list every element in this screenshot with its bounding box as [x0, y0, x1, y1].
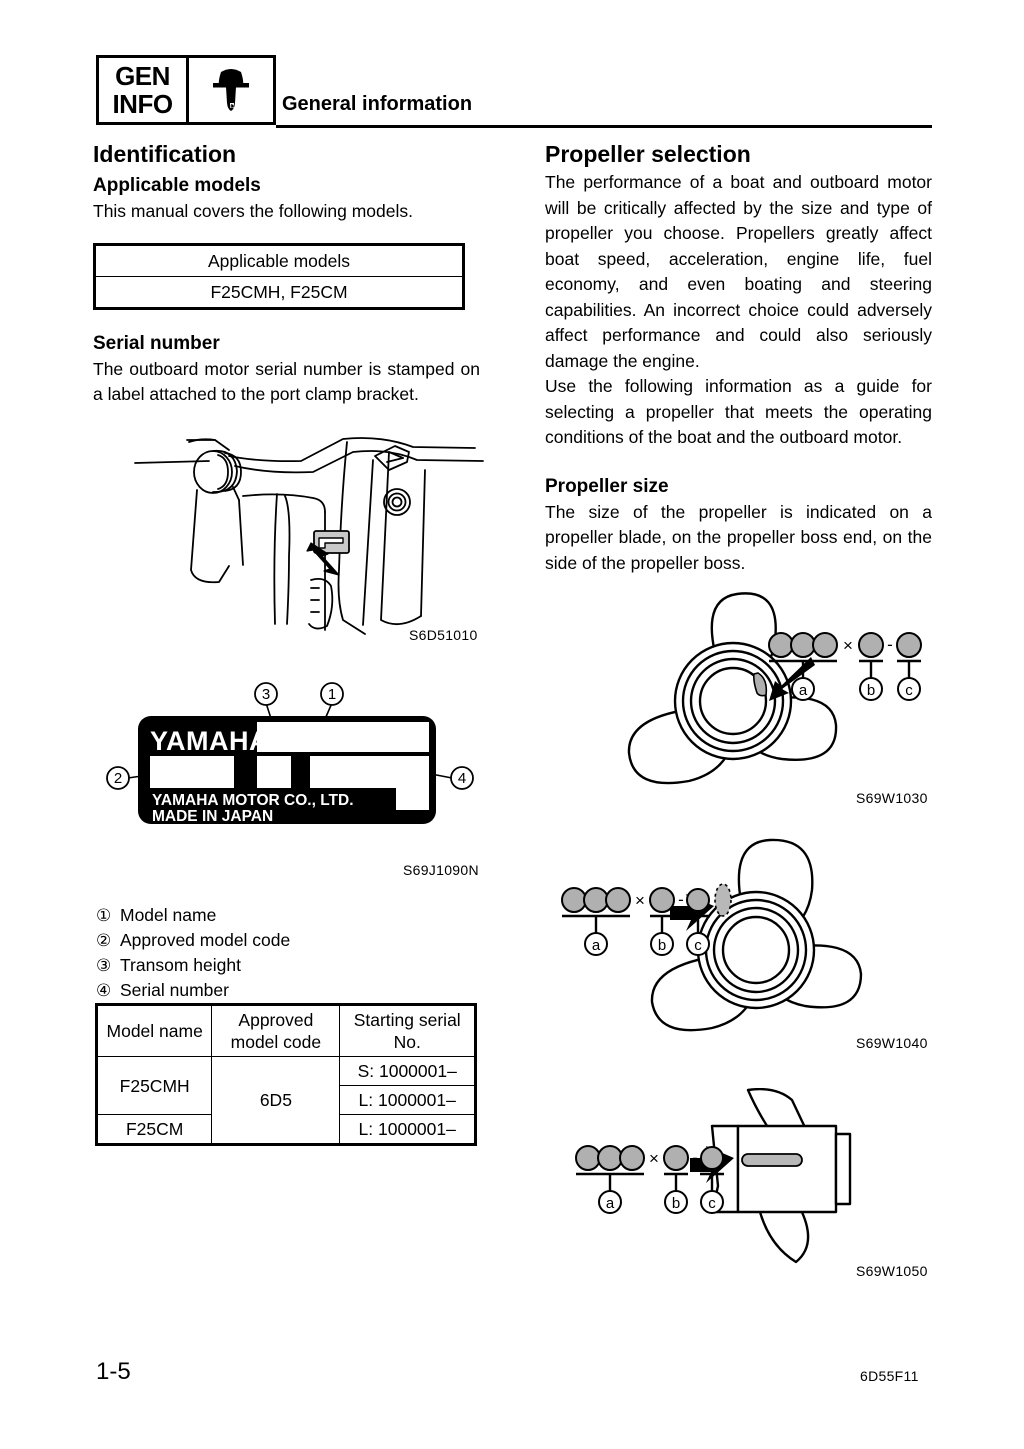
propeller-boss-side-view — [560, 1088, 940, 1288]
svg-text:a: a — [605, 1195, 615, 1212]
callout-label: Transom height — [120, 955, 241, 975]
propeller-blade-view — [548, 838, 938, 1053]
applicable-models-table — [93, 243, 465, 310]
size-notation-group — [769, 633, 921, 700]
svg-text:c: c — [708, 1195, 716, 1212]
svg-text:1: 1 — [327, 686, 337, 703]
svg-text:b: b — [866, 682, 876, 699]
list-item — [96, 953, 436, 978]
left-column — [93, 140, 480, 408]
callout-number: ③ — [96, 956, 112, 975]
svg-text:2: 2 — [113, 770, 123, 787]
figure-code-id-label: S69J1090N — [403, 862, 479, 878]
callout-number: ② — [96, 931, 112, 950]
table-row — [97, 1057, 476, 1086]
cell-approved-code-6d5: 6D5 — [212, 1057, 340, 1145]
col-header-model-name: Model name — [97, 1005, 212, 1057]
cell-model-f25cm: F25CM — [97, 1115, 212, 1145]
gen-info-tab-label — [99, 58, 189, 122]
size-notation-group — [562, 888, 710, 955]
page-header — [96, 55, 932, 135]
svg-text:a: a — [798, 682, 808, 699]
propeller-selection-paragraph-1: The performance of a boat and outboard motor will be critically affected by the size and type of propeller you choose. Propellers greatly affect boat speed, acceleration, engine life, fuel economy, and even boating and steering capabilities. An incorrect choice could adversely affect performance and could also seriously damage the engine. — [545, 172, 932, 371]
col-header-approved-code: Approved model code — [212, 1005, 340, 1057]
propeller-boss-end-view — [583, 585, 933, 795]
svg-text:c: c — [905, 682, 913, 699]
svg-text:4: 4 — [457, 770, 467, 787]
col-header-starting-serial: Starting serial No. — [340, 1005, 476, 1057]
applicable-models-heading: Applicable models — [93, 175, 261, 196]
figure-code-clamp-bracket: S6D51010 — [409, 627, 478, 643]
svg-text:YAMAHA MOTOR CO., LTD.: YAMAHA MOTOR CO., LTD. — [152, 792, 354, 809]
figure-code-propeller-3: S69W1050 — [856, 1263, 928, 1279]
callout-label: Serial number — [120, 980, 229, 1000]
svg-text:YAMAHA: YAMAHA — [150, 726, 270, 756]
svg-text:×: × — [649, 1149, 659, 1168]
applicable-models-intro: This manual covers the following models. — [93, 201, 414, 221]
yamaha-id-label-illustration — [100, 678, 480, 843]
right-column — [545, 140, 932, 576]
serial-number-heading: Serial number — [93, 332, 220, 354]
cell-serial-s: S: 1000001– — [340, 1057, 476, 1086]
list-item — [96, 928, 436, 953]
clamp-bracket-illustration — [125, 430, 495, 645]
label-callout-legend — [96, 903, 436, 1003]
svg-text:×: × — [843, 636, 853, 655]
list-item — [96, 903, 436, 928]
gen-info-tab-line2: INFO — [112, 89, 173, 119]
size-notation-group — [576, 1146, 724, 1213]
applicable-models-table-header: Applicable models — [95, 244, 464, 276]
callout-number: ① — [96, 906, 112, 925]
table-row — [95, 276, 464, 308]
svg-text:3: 3 — [261, 686, 271, 703]
cell-serial-l: L: 1000001– — [340, 1086, 476, 1115]
propeller-size-body: The size of the propeller is indicated on a propeller blade, on the propeller boss end, on the side of the propeller boss. — [545, 501, 932, 573]
page-title: General information — [282, 93, 473, 115]
propeller-selection-paragraph-2: Use the following information as a guide for selecting a propeller that meets the operating conditions of the boat and the outboard motor. — [545, 376, 932, 447]
svg-text:a: a — [591, 937, 601, 954]
figure-code-propeller-2: S69W1040 — [856, 1035, 928, 1051]
callout-number: ④ — [96, 981, 112, 1000]
svg-text:×: × — [635, 891, 645, 910]
svg-text:b: b — [657, 937, 667, 954]
svg-text:-: - — [887, 635, 893, 654]
serial-number-body: The outboard motor serial number is stamped on a label attached to the port clamp bracket. — [93, 358, 480, 404]
svg-text:-: - — [692, 1148, 698, 1167]
callout-label: Approved model code — [120, 930, 291, 950]
identification-heading: Identification — [93, 141, 237, 167]
svg-text:c: c — [694, 937, 702, 954]
footer-document-code: 6D55F11 — [860, 1368, 919, 1384]
propeller-size-heading: Propeller size — [545, 475, 669, 497]
gen-info-tab — [96, 55, 276, 125]
header-divider — [276, 125, 932, 128]
propeller-selection-heading: Propeller selection — [545, 141, 751, 167]
cell-serial-l2: L: 1000001– — [340, 1115, 476, 1145]
outboard-motor-icon — [189, 58, 273, 122]
footer-page-number: 1-5 — [96, 1358, 131, 1385]
callout-label: Model name — [120, 905, 217, 925]
cell-model-f25cmh: F25CMH — [97, 1057, 212, 1115]
svg-text:-: - — [678, 890, 684, 909]
model-serial-table — [95, 1003, 477, 1146]
figure-code-propeller-1: S69W1030 — [856, 790, 928, 806]
svg-text:b: b — [671, 1195, 681, 1212]
applicable-models-table-value: F25CMH, F25CM — [95, 276, 464, 308]
table-row — [95, 244, 464, 276]
svg-text:MADE IN JAPAN: MADE IN JAPAN — [152, 808, 274, 825]
list-item — [96, 978, 436, 1003]
table-header-row — [97, 1005, 476, 1057]
label-origin-line: PAYS D'ORIGINE JAPON — [152, 823, 334, 840]
gen-info-tab-line1: GEN — [115, 61, 170, 91]
